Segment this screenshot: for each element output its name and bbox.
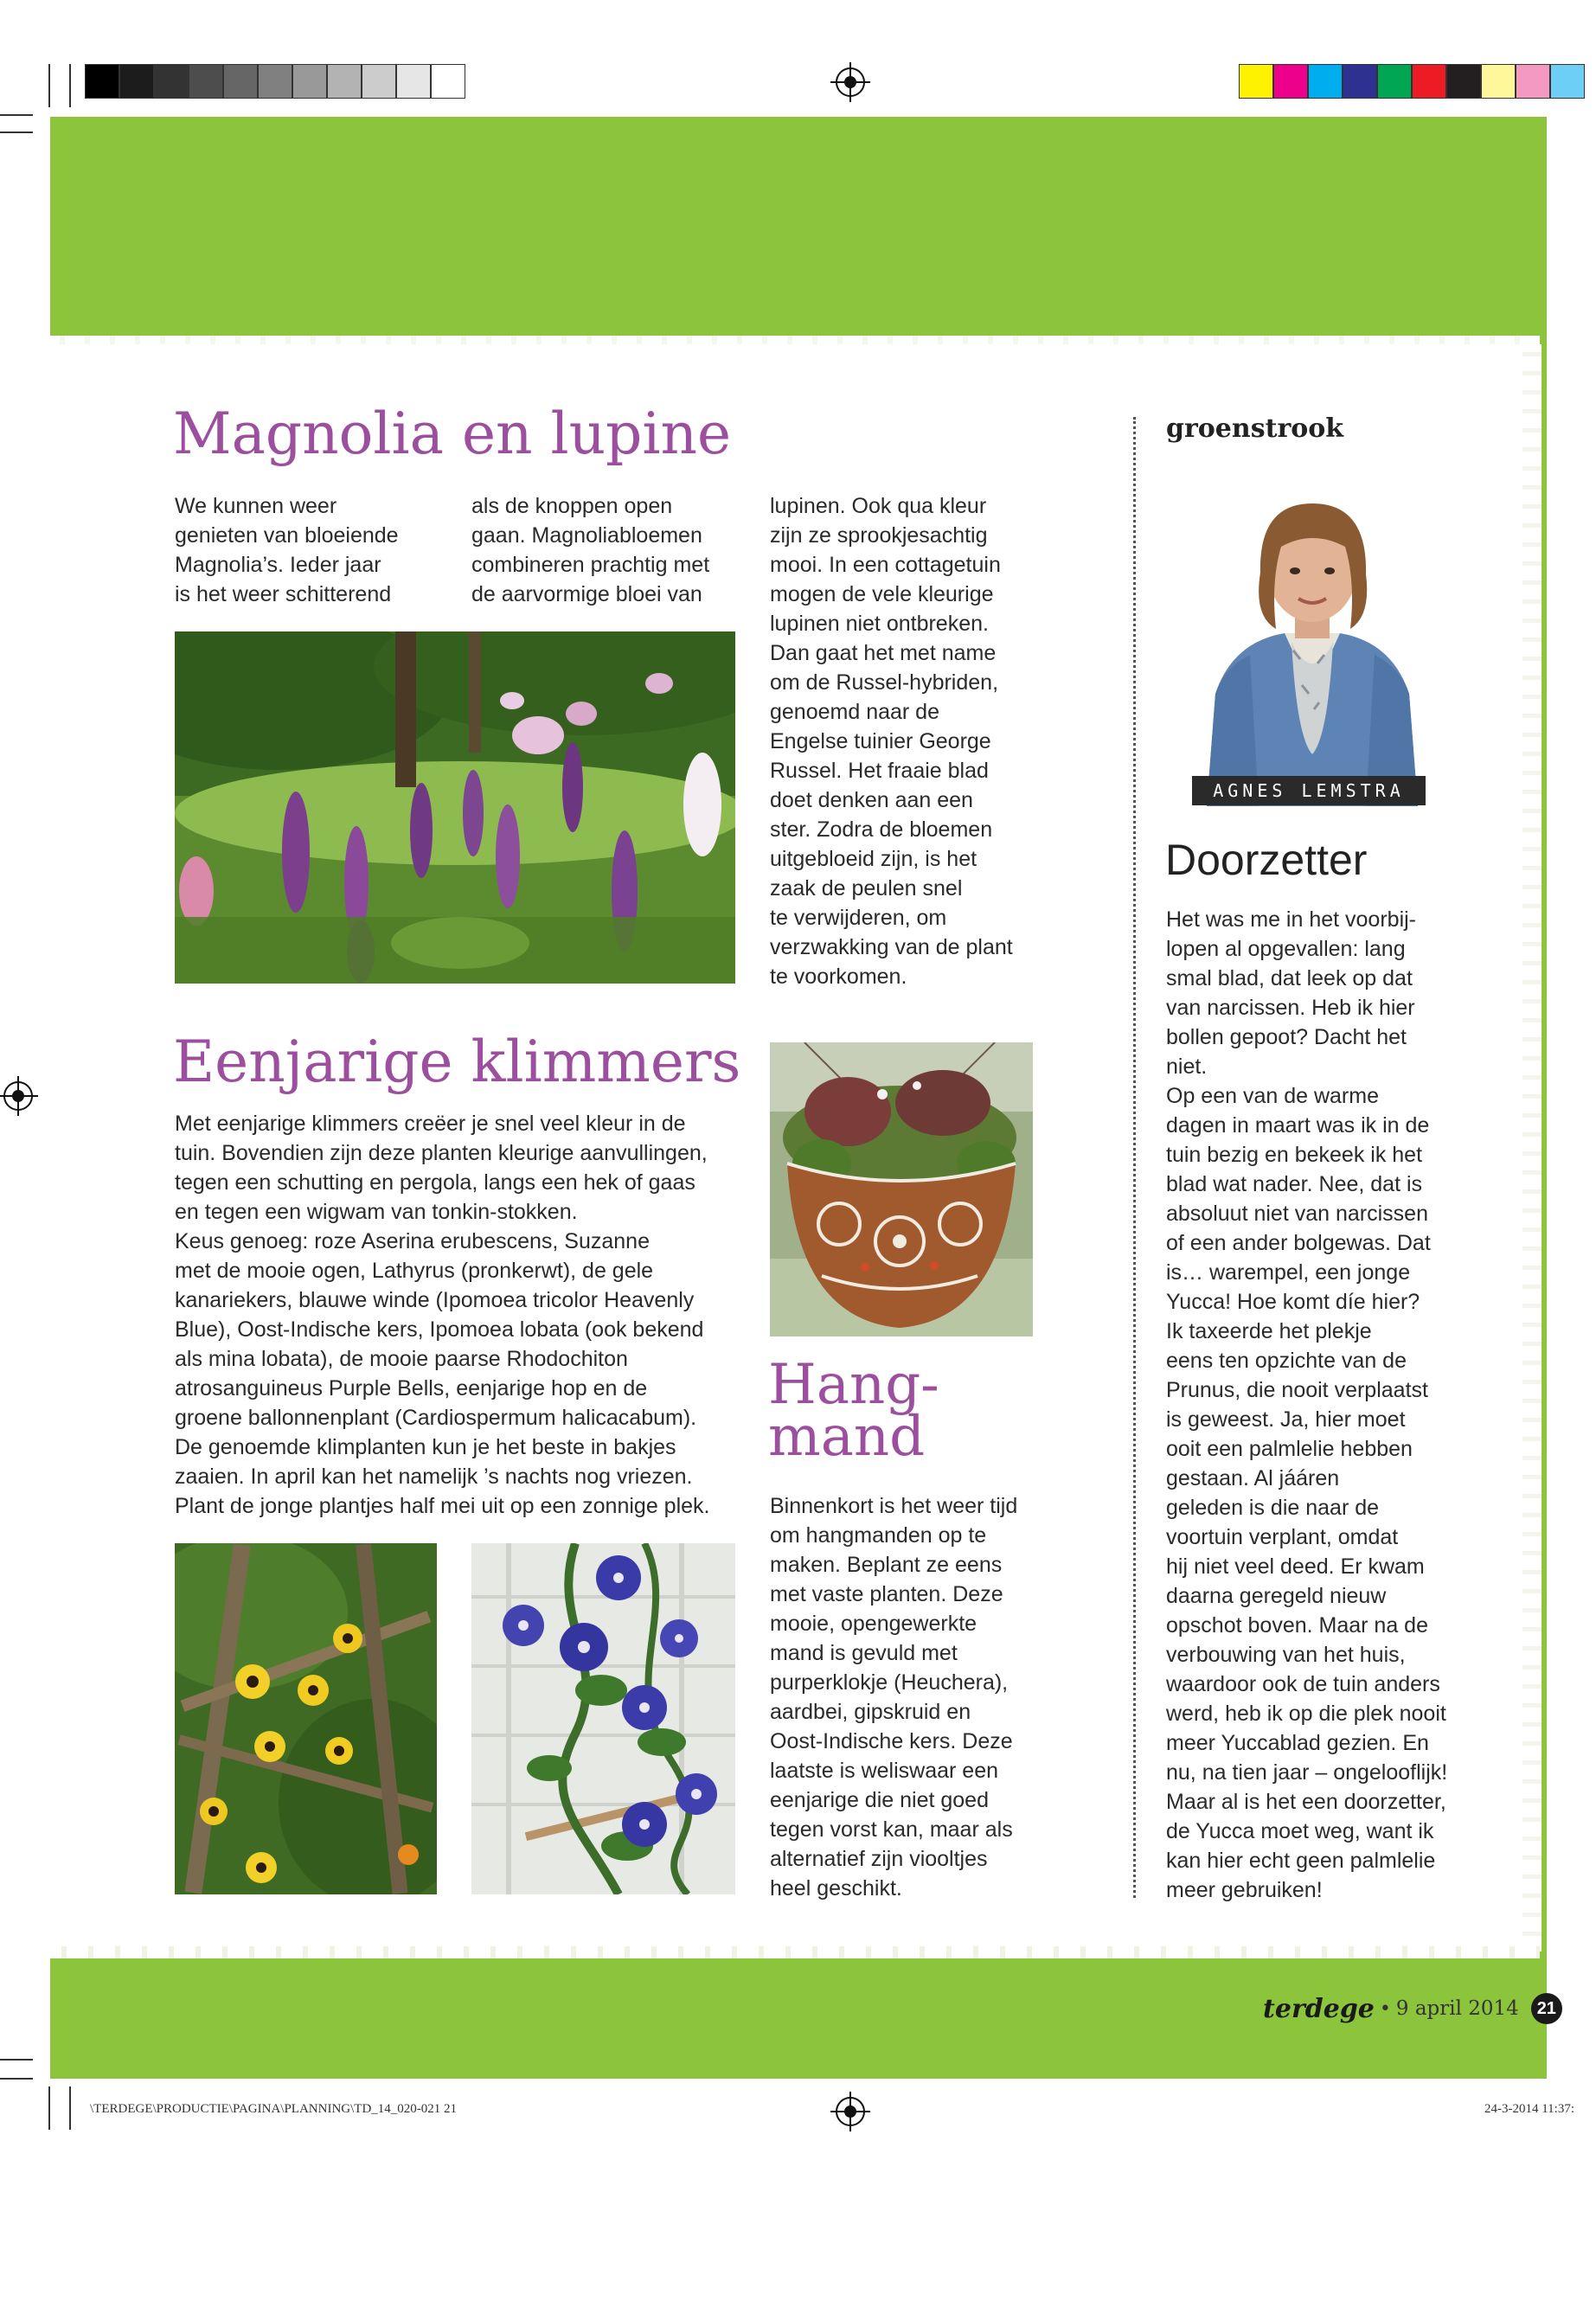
text-line: mooi. In een cottagetuin [770,553,1001,577]
text-line: zaak de peulen snel [770,876,963,901]
text-line: is… warempel, een jonge [1166,1260,1411,1285]
magazine-logo: terdege [1263,1993,1375,2024]
text-line: kan hier echt geen palmlelie [1166,1849,1436,1873]
text-line: van narcissen. Heb ik hier [1166,996,1415,1020]
text-line: groene ballonnenplant (Cardiospermum halicacabum). [175,1406,697,1430]
torn-paper-edge [1522,344,1542,1952]
text-line: mand is gevuld met [770,1641,958,1665]
text-line: ooit een palmlelie hebben [1166,1437,1413,1461]
text-line: opschot boven. Maar na de [1166,1613,1428,1638]
text-line: en tegen een wigwam van tonkin-stokken. [175,1200,578,1224]
text-line: gestaan. Al jááren [1166,1466,1340,1490]
crop-mark [0,2059,33,2061]
text-line: tegen een schutting en pergola, langs een hek of gaas [175,1170,695,1195]
text-line: Oost-Indische kers. Deze [770,1729,1013,1753]
crop-mark [48,64,50,107]
text-line: niet. [1166,1054,1208,1079]
text-line: werd, heb ik op die plek nooit [1166,1702,1446,1726]
registration-mark-top [836,67,865,97]
text-line: te voorkomen. [770,965,907,989]
text-line: waardoor ook de tuin anders [1166,1672,1440,1696]
section-label: groenstrook [1166,413,1344,444]
text-line: Engelse tuinier George [770,729,991,753]
text-line: Yucca! Hoe komt díe hier? [1166,1290,1420,1314]
text-line: eenjarige die niet goed [770,1788,989,1812]
text-line: purperklokje (Heuchera), [770,1670,1009,1695]
text-line: uitgebloeid zijn, is het [770,847,977,871]
torn-paper-edge [50,1946,1540,1958]
page-number: 21 [1531,1993,1562,2024]
text-line: geleden is die naar de [1166,1496,1380,1520]
text-line: lopen al opgevallen: lang [1166,937,1406,961]
text-line: Maar al is het een doorzetter, [1166,1790,1446,1814]
text-line: zijn ze sprookjesachtig [770,523,988,548]
text-line: lupinen. Ook qua kleur [770,494,987,518]
text-line: tegen vorst kan, maar als [770,1817,1013,1842]
text-line: smal blad, dat leek op dat [1166,966,1413,990]
text-line: genoemd naar de [770,700,939,724]
text-line: tuin bezig en bekeek ik het [1166,1143,1423,1167]
text-line: als de knoppen open [471,494,673,518]
file-path-slug: \TERDEGE\PRODUCTIE\PAGINA\PLANNING\TD_14_020-021 21 [90,2102,458,2116]
column-divider [1133,417,1136,1898]
magnolia-column-3 [770,491,1013,991]
text-line: We kunnen weer [175,494,337,518]
text-line: bollen gepoot? Dacht het [1166,1025,1407,1049]
text-line: laatste is weliswaar een [770,1759,999,1783]
text-line: verbouwing van het huis, [1166,1643,1406,1667]
text-line: meer Yuccablad gezien. En [1166,1731,1429,1755]
text-line: voortuin verplant, omdat [1166,1525,1399,1549]
column-headline: Doorzetter [1165,836,1368,884]
text-line: mooie, opengewerkte [770,1612,977,1636]
text-line: met de mooie ogen, Lathyrus (pronkerwt), de gele [175,1259,654,1283]
text-line: als mina lobata), de mooie paarse Rhodochiton [175,1347,628,1371]
black-eyed-susan-photo [175,1543,437,1894]
crop-mark [69,64,71,107]
text-line: De genoemde klimplanten kun je het beste in bakjes [175,1435,676,1459]
text-line: tuin. Bovendien zijn deze planten kleurige aanvullingen, [175,1141,708,1165]
text-line: de Yucca moet weg, want ik [1166,1819,1434,1843]
text-line: atrosanguineus Purple Bells, eenjarige hop en de [175,1376,648,1400]
text-line: Keus genoeg: roze Aserina erubescens, Suzanne [175,1229,650,1253]
text-line: of een ander bolgewas. Dat [1166,1231,1431,1255]
text-line: mogen de vele kleurige [770,582,994,606]
magnolia-column-2 [471,491,709,609]
text-line: nu, na tien jaar – ongelooflijk! [1166,1760,1448,1785]
text-line: gaan. Magnoliabloemen [471,523,702,548]
text-line: om de Russel-hybriden, [770,670,999,695]
author-name-badge: AGNES LEMSTRA [1192,776,1426,805]
hanging-basket-photo [770,1042,1033,1336]
morning-glory-photo [471,1543,735,1894]
hangmand-headline-line2: mand [768,1405,926,1469]
registration-mark-bottom [836,2097,865,2126]
text-line: Russel. Het fraaie blad [770,759,989,783]
column-article [1166,905,1447,1905]
text-line: Ik taxeerde het plekje [1166,1319,1372,1343]
text-line: alternatief zijn viooltjes [770,1847,988,1871]
text-line: hij niet veel deed. Er kwam [1166,1554,1425,1579]
text-line: Het was me in het voorbij- [1166,907,1417,932]
text-line: heel geschikt. [770,1876,902,1900]
magnolia-column-1 [175,491,399,609]
text-line: meer gebruiken! [1166,1878,1323,1902]
text-line: Magnolia’s. Ieder jaar [175,553,381,577]
text-line: combineren prachtig met [471,553,710,577]
print-timestamp: 24-3-2014 11:37: [1484,2102,1575,2116]
text-line: verzwakking van de plant [770,935,1013,959]
text-line: ster. Zodra de bloemen [770,817,993,842]
magnolia-lupine-photo [175,631,735,984]
text-line: de aarvormige bloei van [471,582,702,606]
text-line: te verwijderen, om [770,906,947,930]
text-line: kanariekers, blauwe winde (Ipomoea tricolor Heavenly [175,1288,695,1312]
hangmand-headline-line1: Hang- [768,1353,939,1417]
text-line: aardbei, gipskruid en [770,1700,971,1724]
issue-date: 9 april 2014 [1395,1997,1519,2020]
text-line: absoluut niet van narcissen [1166,1202,1428,1226]
text-line: Binnenkort is het weer tijd [770,1494,1018,1518]
crop-mark [69,2086,71,2130]
text-line: dagen in maart was ik in de [1166,1113,1430,1138]
crop-mark [0,131,33,133]
text-line: lupinen niet ontbreken. [770,612,989,636]
registration-mark-left [3,1081,33,1111]
author-portrait [1198,478,1426,806]
hangmand-article [770,1491,1017,1903]
text-line: eens ten opzichte van de [1166,1349,1407,1373]
page-footer [1263,1988,1562,2029]
text-line: Dan gaat het met name [770,641,997,665]
text-line: daarna geregeld nieuw [1166,1584,1387,1608]
crop-mark [48,2086,50,2130]
text-line: Blue), Oost-Indische kers, Ipomoea lobata (ook bekend [175,1317,704,1342]
text-line: zaaien. In april kan het namelijk ’s nachts nog vriezen. [175,1465,693,1489]
text-line: Met eenjarige klimmers creëer je snel veel kleur in de [175,1112,686,1136]
text-line: doet denken aan een [770,788,973,812]
klimmers-article [175,1109,709,1521]
text-line: Plant de jonge plantjes half mei uit op een zonnige plek. [175,1494,710,1518]
text-line: maken. Beplant ze eens [770,1553,1003,1577]
crop-mark [0,2078,33,2080]
magnolia-headline: Magnolia en lupine [173,401,732,467]
text-line: is het weer schitterend [175,582,392,606]
text-line: genieten van bloeiende [175,523,399,548]
text-line: is geweest. Ja, hier moet [1166,1407,1406,1432]
text-line: Op een van de warme [1166,1084,1379,1108]
crop-mark [0,114,33,116]
text-line: om hangmanden op te [770,1523,987,1548]
klimmers-headline: Eenjarige klimmers [173,1029,741,1095]
text-line: blad wat nader. Nee, dat is [1166,1172,1423,1196]
text-line: met vaste planten. Deze [770,1582,1003,1606]
text-line: Prunus, die nooit verplaatst [1166,1378,1428,1402]
footer-bullet: • [1379,1997,1391,2020]
